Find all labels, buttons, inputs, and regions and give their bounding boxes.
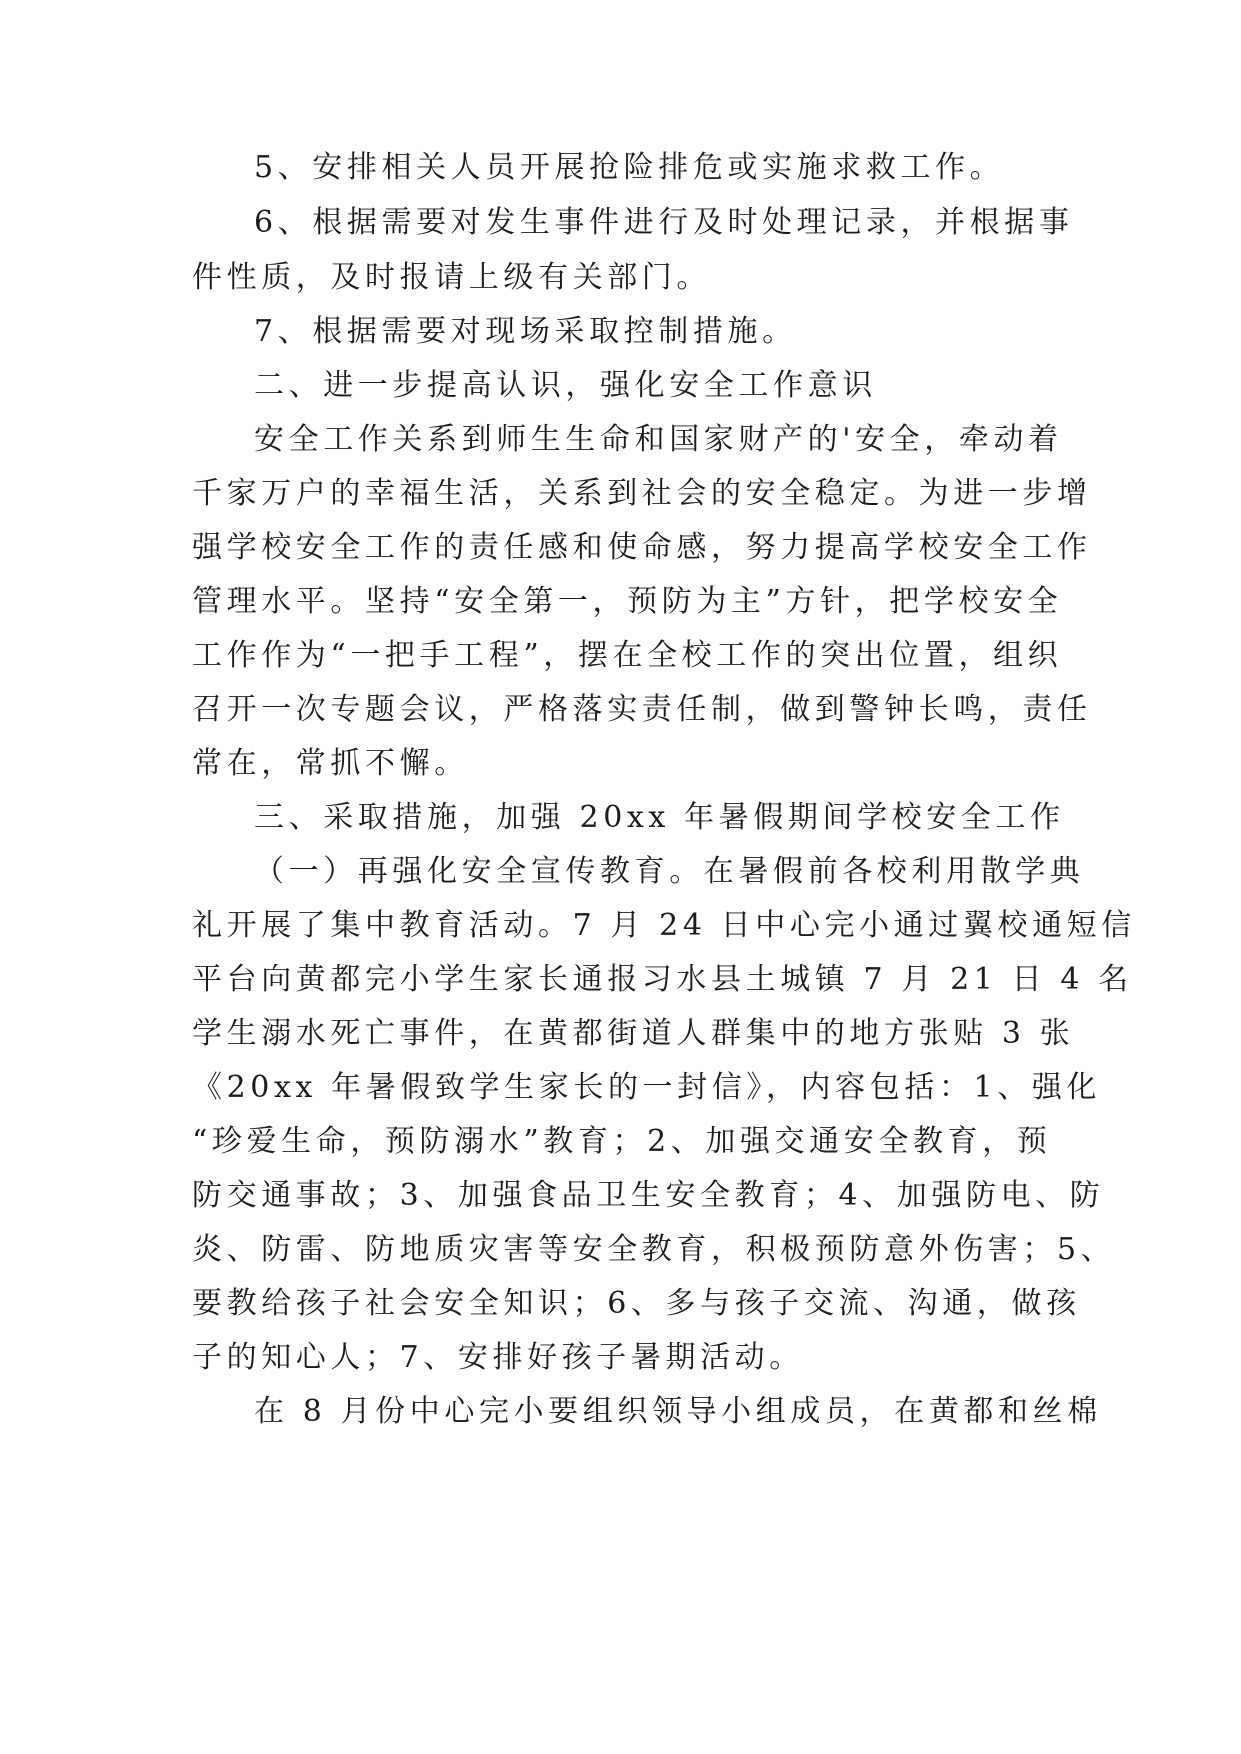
text-line-18: 《20xx 年暑假致学生家长的一封信》，内容包括：1、强化 [192,1070,1102,1105]
text-line-22: 要教给孩子社会安全知识；6、多与孩子交流、沟通，做孩 [192,1286,1081,1321]
text-line-10: 工作作为“一把手工程”，摆在全校工作的突出位置，组织 [192,638,1063,673]
text-line-17: 学生溺水死亡事件，在黄都街道人群集中的地方张贴 3 张 [192,1016,1075,1051]
text-line-3: 件性质，及时报请上级有关部门。 [192,260,711,295]
text-line-2: 6、根据需要对发生事件进行及时处理记录，并根据事 [254,205,1074,240]
text-line-6: 安全工作关系到师生生命和国家财产的'安全，牵动着 [254,422,1063,457]
text-line-16: 平台向黄都完小学生家长通报习水县土城镇 7 月 21 日 4 名 [192,962,1133,997]
text-line-21: 炎、防雷、防地质灾害等安全教育，积极预防意外伤害；5、 [192,1232,1116,1267]
text-line-4: 7、根据需要对现场采取控制措施。 [254,314,797,349]
text-line-24: 在 8 月份中心完小要组织领导小组成员，在黄都和丝棉 [254,1394,1102,1429]
text-line-11: 召开一次专题会议，严格落实责任制，做到警钟长鸣，责任 [192,692,1092,727]
text-line-14: （一）再强化安全宣传教育。在暑假前各校利用散学典 [254,854,1085,889]
section-heading-3: 三、采取措施，加强 20xx 年暑假期间学校安全工作 [254,800,1065,835]
text-line-1: 5、安排相关人员开展抢险排危或实施求救工作。 [254,150,1005,185]
text-line-9: 管理水平。坚持“安全第一，预防为主”方针，把学校安全 [192,584,1063,619]
text-line-15: 礼开展了集中教育活动。7 月 24 日中心完小通过翼校通短信 [192,908,1136,943]
text-line-23: 子的知心人；7、安排好孩子暑期活动。 [192,1340,804,1375]
text-line-12: 常在，常抓不懈。 [192,746,469,781]
text-line-8: 强学校安全工作的责任感和使命感，努力提高学校安全工作 [192,530,1092,565]
text-line-20: 防交通事故；3、加强食品卫生安全教育；4、加强防电、防 [192,1178,1105,1213]
text-line-7: 千家万户的幸福生活，关系到社会的安全稳定。为进一步增 [192,476,1092,511]
section-heading-2: 二、进一步提高认识，强化安全工作意识 [254,368,877,403]
text-line-19: “珍爱生命，预防溺水”教育；2、加强交通安全教育，预 [192,1124,1052,1159]
